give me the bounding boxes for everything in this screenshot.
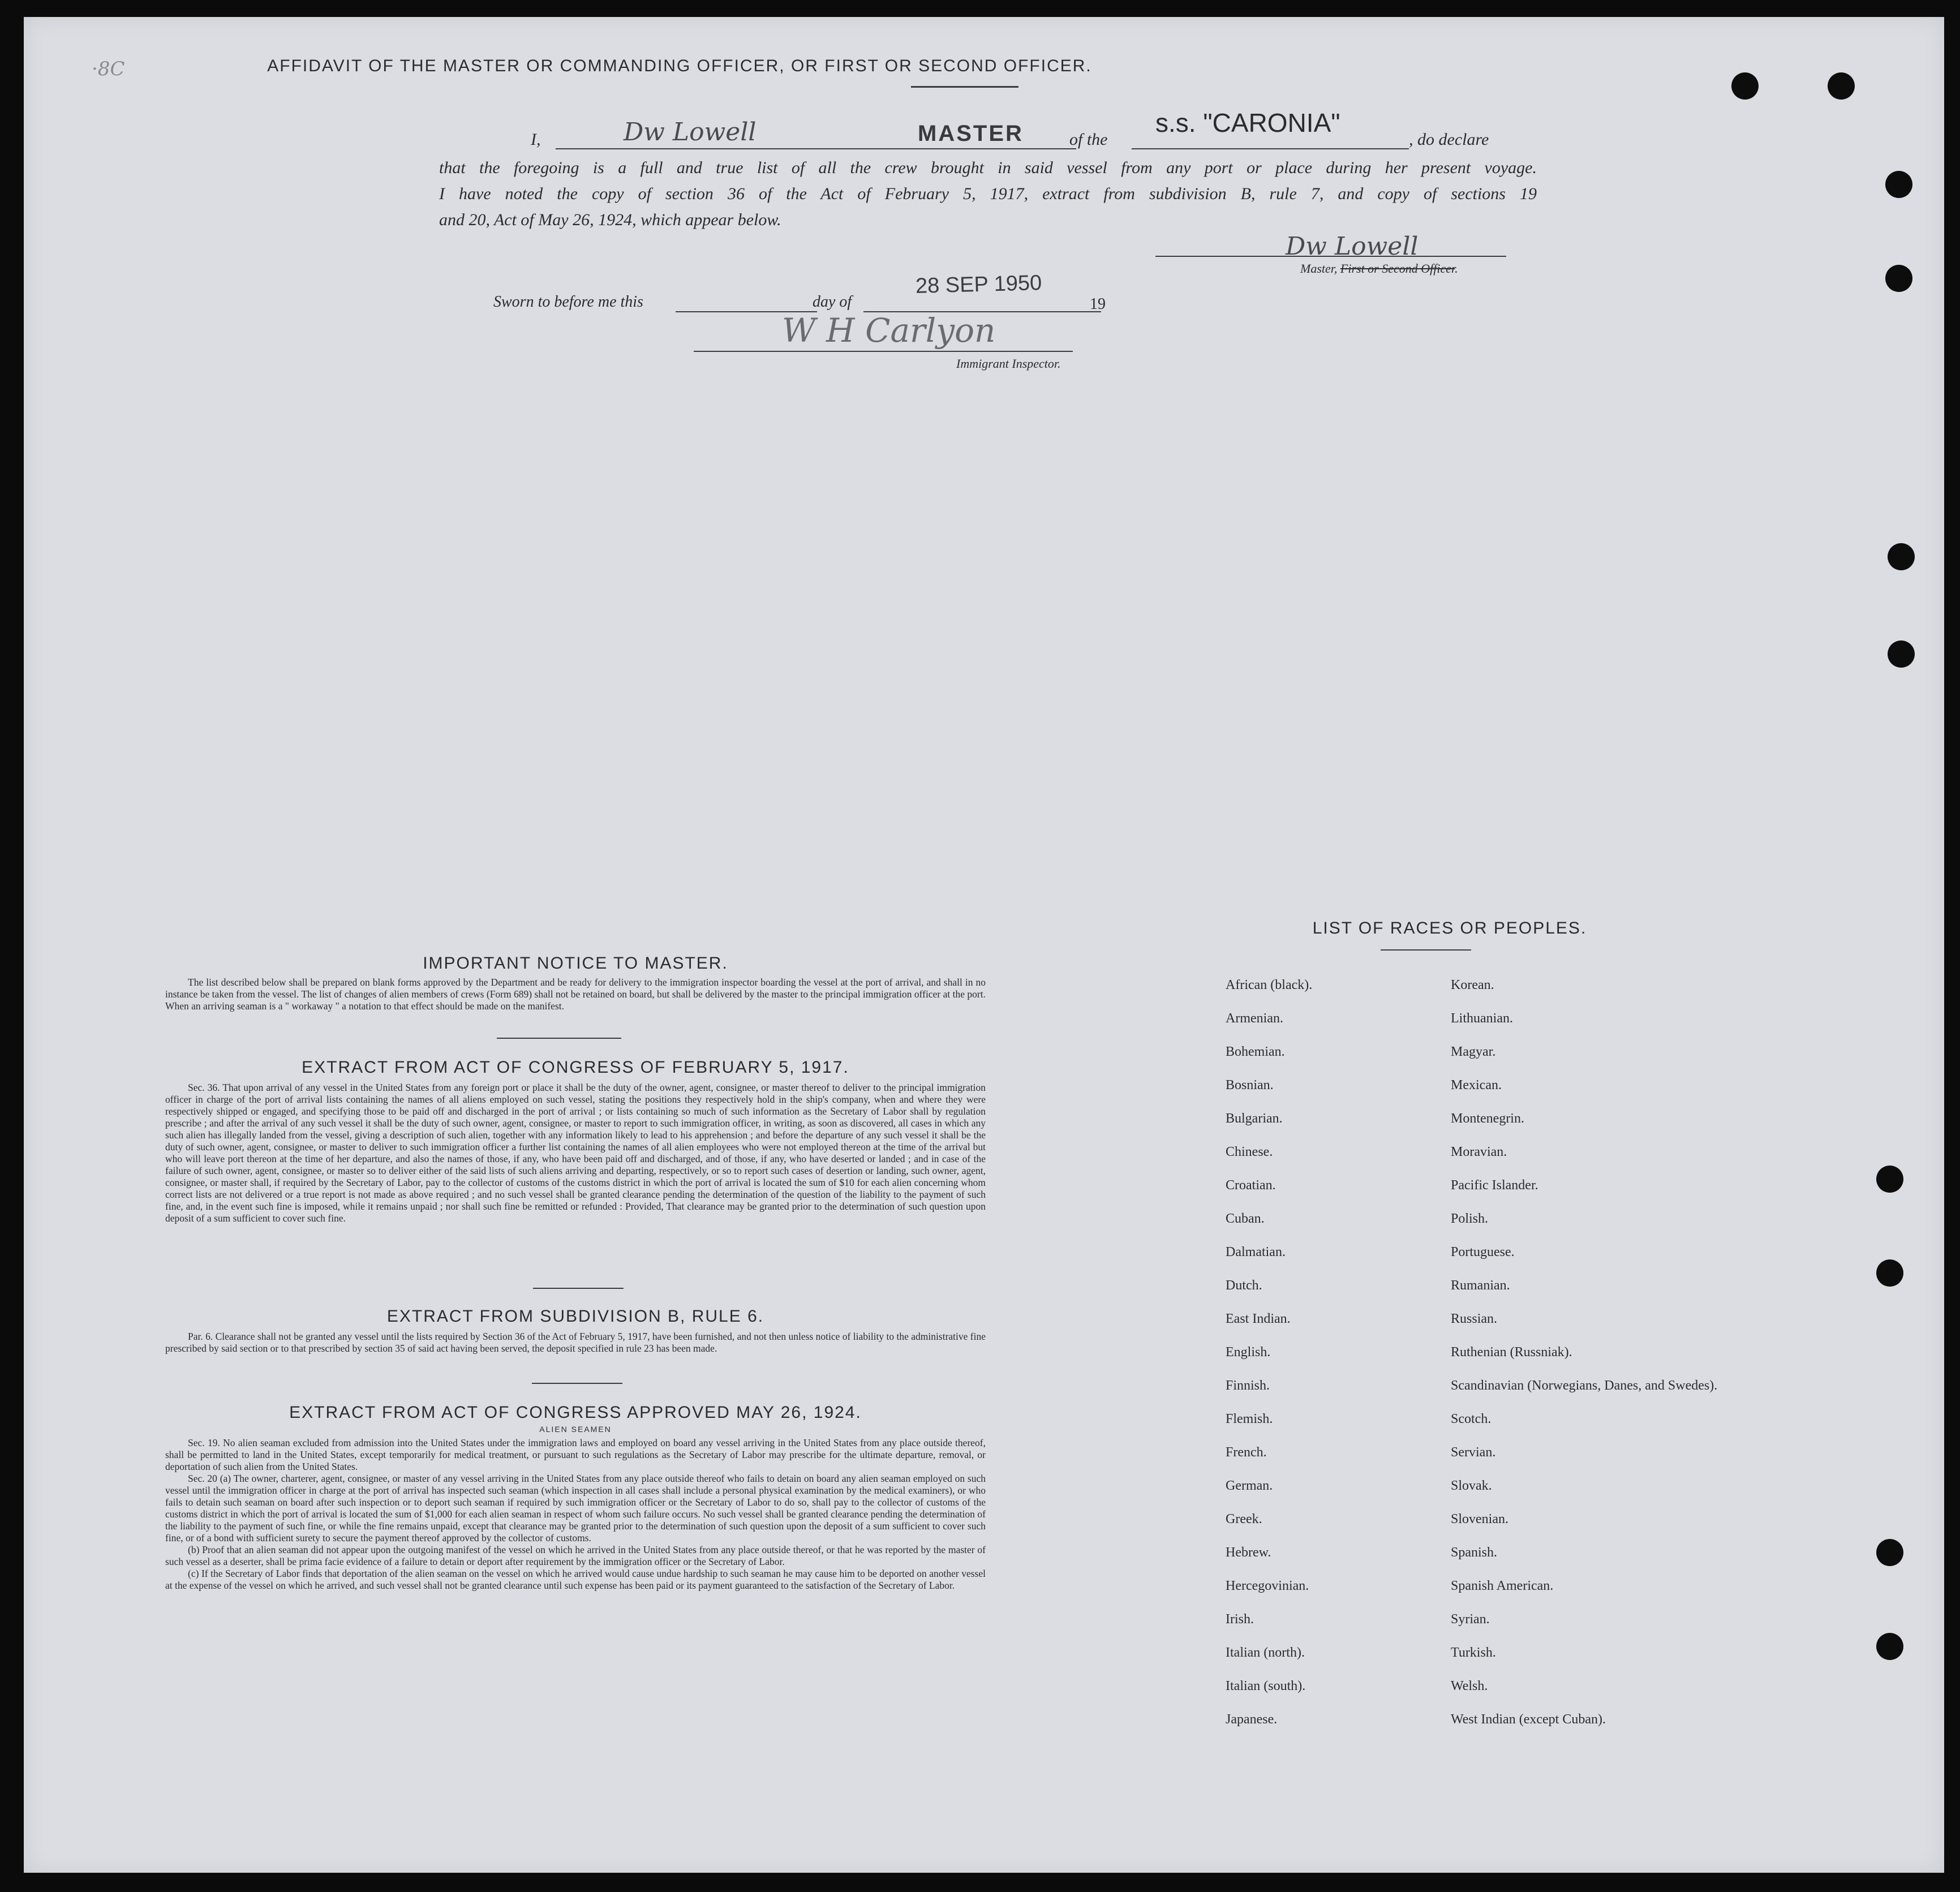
race-item: Irish.	[1226, 1612, 1254, 1627]
race-item: Italian (south).	[1226, 1679, 1306, 1693]
race-item: Lithuanian.	[1451, 1011, 1513, 1026]
punch-hole	[1888, 640, 1915, 668]
race-item: German.	[1226, 1478, 1273, 1493]
race-item: Dalmatian.	[1226, 1245, 1286, 1259]
race-item: Croatian.	[1226, 1178, 1276, 1193]
punch-hole	[1731, 72, 1759, 100]
race-item: Hebrew.	[1226, 1545, 1271, 1560]
race-item: Spanish American.	[1451, 1579, 1554, 1593]
punch-hole	[1876, 1166, 1903, 1193]
race-item: Dutch.	[1226, 1278, 1262, 1293]
race-item: Russian.	[1451, 1312, 1498, 1326]
name-line	[556, 148, 1076, 149]
affidavit-line-1: that the foregoing is a full and true list of all the crew brought in said vessel from any port or place during her present voyage.	[439, 158, 1537, 177]
vessel-name: s.s. "CARONIA"	[1155, 108, 1340, 137]
race-item: Mexican.	[1451, 1078, 1502, 1093]
race-item: Welsh.	[1451, 1679, 1488, 1693]
subdivision-rule	[532, 1383, 622, 1384]
master-stamp: MASTER	[918, 121, 1024, 146]
race-item: Chinese.	[1226, 1145, 1273, 1159]
race-item: Italian (north).	[1226, 1645, 1305, 1660]
extract-1917-heading: EXTRACT FROM ACT OF CONGRESS OF FEBRUARY 5, 1917.	[302, 1058, 849, 1077]
race-item: Korean.	[1451, 978, 1494, 992]
vessel-line	[1132, 148, 1409, 149]
race-item: Bohemian.	[1226, 1044, 1285, 1059]
race-item: English.	[1226, 1345, 1271, 1360]
race-item: Moravian.	[1451, 1145, 1507, 1159]
race-item: Hercegovinian.	[1226, 1579, 1309, 1593]
race-item: African (black).	[1226, 978, 1313, 992]
date-stamp: 28 SEP 1950	[915, 271, 1042, 298]
punch-hole	[1888, 543, 1915, 570]
race-item: Flemish.	[1226, 1412, 1273, 1426]
race-item: Servian.	[1451, 1445, 1496, 1460]
race-item: Scandinavian (Norwegians, Danes, and Swedes).	[1451, 1378, 1718, 1393]
subdivision-heading: EXTRACT FROM SUBDIVISION B, RULE 6.	[386, 1307, 764, 1326]
race-item: Finnish.	[1226, 1378, 1270, 1393]
race-item: Bosnian.	[1226, 1078, 1274, 1093]
race-item: Portuguese.	[1451, 1245, 1515, 1259]
race-item: Rumanian.	[1451, 1278, 1510, 1293]
notice-rule	[497, 1038, 621, 1039]
affidavit-body	[439, 155, 1537, 233]
race-item: Ruthenian (Russniak).	[1451, 1345, 1572, 1360]
master-label: Master,	[1300, 261, 1338, 276]
sworn-label: Sworn to before me this	[493, 293, 643, 311]
race-item: Spanish.	[1451, 1545, 1498, 1560]
races-rule	[1381, 949, 1471, 951]
punch-hole	[1876, 1539, 1903, 1566]
race-item: Syrian.	[1451, 1612, 1490, 1627]
extract-1917-text: Sec. 36. That upon arrival of any vessel in the United States from any foreign port or place it shall be the duty of the owner, agent, consignee, or master thereof to deliver to the principal immigration officer in charge of the port of arrival lists containing the names of all aliens employed on such vessel, stating the positions they respectively hold in the ship's company, when and where they were respectively shipped or engaged, and specifying those to be paid off and discharged in the port of arrival ; or lists containing so much of such information as the Secretary of Labor shall by regulation prescribe ; and after the arrival of any such vessel it shall be the duty of such owner, agent, consignee, or master to report to such immigration officer, in writing, as soon as discovered, all cases in which any such alien has illegally landed from the vessel, giving a description of such alien, together with any information likely to lead to his apprehension ; and before the departure of any such vessel it shall be the duty of such owner, agent, consignee, or master to deliver to such immigration officer a further list containing the names of all alien employees who were not employed thereon at the time of the arrival but who will leave port thereon at the time of her departure, and also the names of those, if any, who have been paid off and discharged, and of those, if any, who have deserted or landed ; and in case of the failure of such owner, agent, consignee, or master so to deliver either of the said lists of such aliens arriving and departing, respectively, or so to report such cases of desertion or landing, such owner, agent, consignee, or master shall, if required by the Secretary of Labor, pay to the collector of customs of the customs district in which the port of arrival is located the sum of $10 for each alien concerning whom correct lists are not delivered or a true report is not made as above required ; and no such vessel shall be granted clearance pending the determination of the question of the liability to the payment of such fine, and, in the event such fine is imposed, while it remains unpaid ; nor shall such fine be remitted or refunded : Provided, That clearance may be granted prior to the determination of such question upon deposit of a sum sufficient to cover such fine.	[165, 1082, 986, 1224]
race-item: Pacific Islander.	[1451, 1178, 1538, 1193]
master-signature: Dw Lowell	[1286, 232, 1419, 261]
punch-hole	[1828, 72, 1855, 100]
sec-19-text: Sec. 19. No alien seaman excluded from admission into the United States under the immigration laws and employed on board any vessel arriving in the United States from any place outside thereof, shall be permitted to land in the United States, except temporarily for medical treatment, or pursuant to such regulations as the Secretary of Labor may prescribe for the ultimate departure, removal, or deportation of such alien from the United States.	[165, 1437, 986, 1472]
race-item: Slovenian.	[1451, 1512, 1508, 1526]
notice-text: The list described below shall be prepared on blank forms approved by the Department and be ready for delivery to the immigration inspector boarding the vessel at the port of arrival, and shall in no instance be taken from the vessel. The list of changes of alien members of crews (Form 689) shall not be retained on board, but shall be delivered by the master to the principal immigration officer at the port. When an arriving seaman is a " workaway " a notation to that effect should be made on the manifest.	[165, 977, 986, 1012]
sec-20c-text: (c) If the Secretary of Labor finds that deportation of the alien seaman on the vessel on which he arrived would cause undue hardship to such seaman he may cause him to be deported on another vessel at the expense of the vessel on which he arrived, and such vessel shall not be granted clearance until such expense has been paid or its payment guaranteed to the satisfaction of the Secretary of Labor.	[165, 1568, 986, 1591]
race-item: Turkish.	[1451, 1645, 1496, 1660]
alien-seamen-subheading: ALIEN SEAMEN	[539, 1425, 612, 1434]
inspector-signature-line	[694, 351, 1073, 352]
extract-1924-heading: EXTRACT FROM ACT OF CONGRESS APPROVED MAY 26, 1924.	[289, 1403, 862, 1422]
affidavit-heading: AFFIDAVIT OF THE MASTER OR COMMANDING OFFICER, OR FIRST OR SECOND OFFICER.	[267, 57, 1092, 75]
punch-hole	[1876, 1633, 1903, 1660]
punch-hole	[1885, 171, 1912, 198]
race-item: Japanese.	[1226, 1712, 1278, 1727]
punch-hole	[1876, 1259, 1903, 1287]
inspector-label: Immigrant Inspector.	[956, 356, 1061, 371]
race-item: Montenegrin.	[1451, 1111, 1524, 1126]
extract-1917-rule	[533, 1288, 624, 1289]
race-item: Cuban.	[1226, 1211, 1265, 1226]
struck-officer-label: First or Second Officer	[1340, 261, 1455, 276]
year-prefix: 19	[1090, 295, 1106, 313]
corner-mark: ·8C	[92, 58, 125, 80]
race-item: French.	[1226, 1445, 1267, 1460]
day-of-label: day of	[813, 293, 852, 311]
signature-name: Dw Lowell	[624, 118, 757, 147]
do-declare-label: , do declare	[1409, 130, 1489, 149]
race-item: East Indian.	[1226, 1312, 1291, 1326]
races-right-column	[1451, 978, 1722, 1745]
sec-20a-text: Sec. 20 (a) The owner, charterer, agent, consignee, or master of any vessel arriving in the United States from any place outside thereof who fails to detain on board any alien seaman employed on such vessel until the immigration officer in charge at the port of arrival has inspected such seaman (which inspection in all cases shall include a personal physical examination by the medical examiners), or who fails to detain such seaman on board after such inspection or to deport such seaman if required by such immigration officer or the Secretary of Labor to do so, shall pay to the collector of customs of the customs district in which the port of arrival is located the sum of $1,000 for each alien seaman in respect of whom such failure occurs. No such vessel shall be granted clearance pending the determination of the liability to the payment of such fine, or while the fine remains unpaid, except that clearance may be granted prior to the determination of such question upon the deposit of a sum sufficient to cover such fine, or of a bond with sufficient surety to secure the payment thereof approved by the collector of customs.	[165, 1473, 986, 1543]
race-item: Polish.	[1451, 1211, 1489, 1226]
master-signature-label: Master, First or Second Officer.	[1300, 261, 1458, 276]
heading-rule	[911, 86, 1018, 88]
sec-20b-text: (b) Proof that an alien seaman did not appear upon the outgoing manifest of the vessel on which he arrived in the United States from any place outside thereof, or that he was reported by the master of such vessel as a deserter, shall be prima facie evidence of a failure to detain or deport after requirement by the immigration officer or the Secretary of Labor.	[165, 1544, 986, 1567]
affidavit-i: I,	[531, 130, 541, 149]
race-item: Slovak.	[1451, 1478, 1492, 1493]
notice-heading: IMPORTANT NOTICE TO MASTER.	[423, 954, 728, 973]
race-item: Scotch.	[1451, 1412, 1492, 1426]
races-heading: LIST OF RACES OR PEOPLES.	[1312, 919, 1587, 938]
affidavit-line-2: I have noted the copy of section 36 of the Act of February 5, 1917, extract from subdivision B, rule 7, and copy of sections 19	[439, 184, 1537, 203]
race-item: Greek.	[1226, 1512, 1262, 1526]
race-item: Magyar.	[1451, 1044, 1496, 1059]
race-item: West Indian (except Cuban).	[1451, 1712, 1606, 1727]
race-item: Bulgarian.	[1226, 1111, 1283, 1126]
races-left-column	[1226, 978, 1441, 1745]
affidavit-line-3: and 20, Act of May 26, 1924, which appear below.	[439, 210, 781, 229]
inspector-signature: W H Carlyon	[782, 311, 996, 350]
extract-1924-text	[165, 1437, 986, 1592]
race-item: Armenian.	[1226, 1011, 1283, 1026]
subdivision-text: Par. 6. Clearance shall not be granted any vessel until the lists required by Section 36 of the Act of February 5, 1917, have been furnished, and not then unless notice of liability to the administrative fine prescribed by said section or to that prescribed by section 35 of said act having been served, the deposit specified in rule 23 has been made.	[165, 1331, 986, 1354]
punch-hole	[1885, 265, 1912, 292]
document-page	[24, 17, 1944, 1873]
of-the-label: of the	[1069, 130, 1108, 149]
